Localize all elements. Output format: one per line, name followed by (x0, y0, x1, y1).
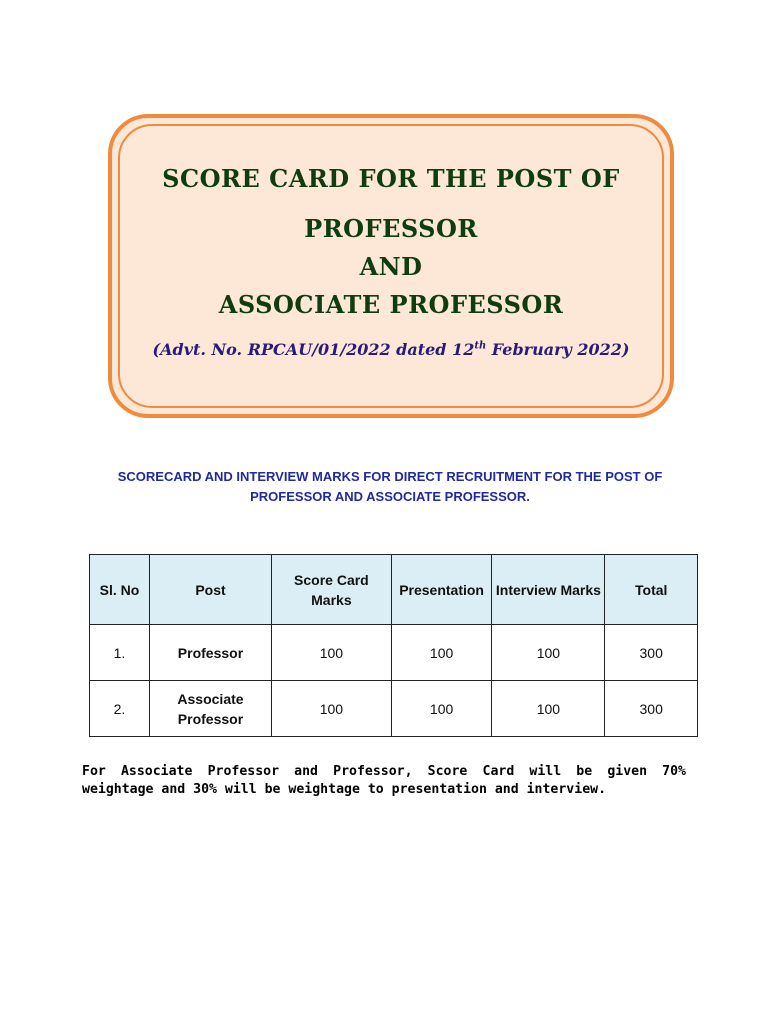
cell-post: Professor (149, 625, 271, 681)
title-line-3: AND (359, 252, 423, 281)
title-line-2: PROFESSOR (304, 214, 478, 243)
header-interview-marks: Interview Marks (492, 555, 605, 625)
header-presentation: Presentation (391, 555, 492, 625)
header-score-card-marks: Score Card Marks (271, 555, 391, 625)
table-header-row (90, 555, 698, 625)
cell-interview: 100 (492, 681, 605, 737)
header-post: Post (149, 555, 271, 625)
cell-total: 300 (605, 625, 698, 681)
advt-prefix: (Advt. No. RPCAU/01/2022 dated 12 (152, 340, 475, 359)
cell-presentation: 100 (391, 681, 492, 737)
advt-superscript: th (474, 340, 487, 352)
section-heading-line-1: SCORECARD AND INTERVIEW MARKS FOR DIRECT RECRUITMENT FOR THE POST OF (117, 469, 663, 484)
cell-sl-no: 1. (90, 625, 150, 681)
section-heading-line-2: PROFESSOR AND ASSOCIATE PROFESSOR. (250, 489, 530, 504)
table-row (90, 625, 698, 681)
weightage-note: For Associate Professor and Professor, Score Card will be given 70% weightage and 30% will be weightage to presentation and interview. (82, 764, 686, 797)
section-heading (80, 467, 700, 507)
header-total: Total (605, 555, 698, 625)
marks-table (89, 554, 698, 737)
cell-score-card: 100 (271, 681, 391, 737)
cell-score-card: 100 (271, 625, 391, 681)
cell-sl-no: 2. (90, 681, 150, 737)
cell-interview: 100 (492, 625, 605, 681)
advertisement-number (112, 340, 670, 359)
header-sl-no: Sl. No (90, 555, 150, 625)
advt-suffix: February 2022) (486, 340, 630, 359)
cell-post: Associate Professor (149, 681, 271, 737)
title-box (108, 114, 674, 418)
cell-total: 300 (605, 681, 698, 737)
title-line-1: SCORE CARD FOR THE POST OF (162, 164, 620, 193)
table-row (90, 681, 698, 737)
title-line-4: ASSOCIATE PROFESSOR (218, 290, 564, 319)
cell-presentation: 100 (391, 625, 492, 681)
